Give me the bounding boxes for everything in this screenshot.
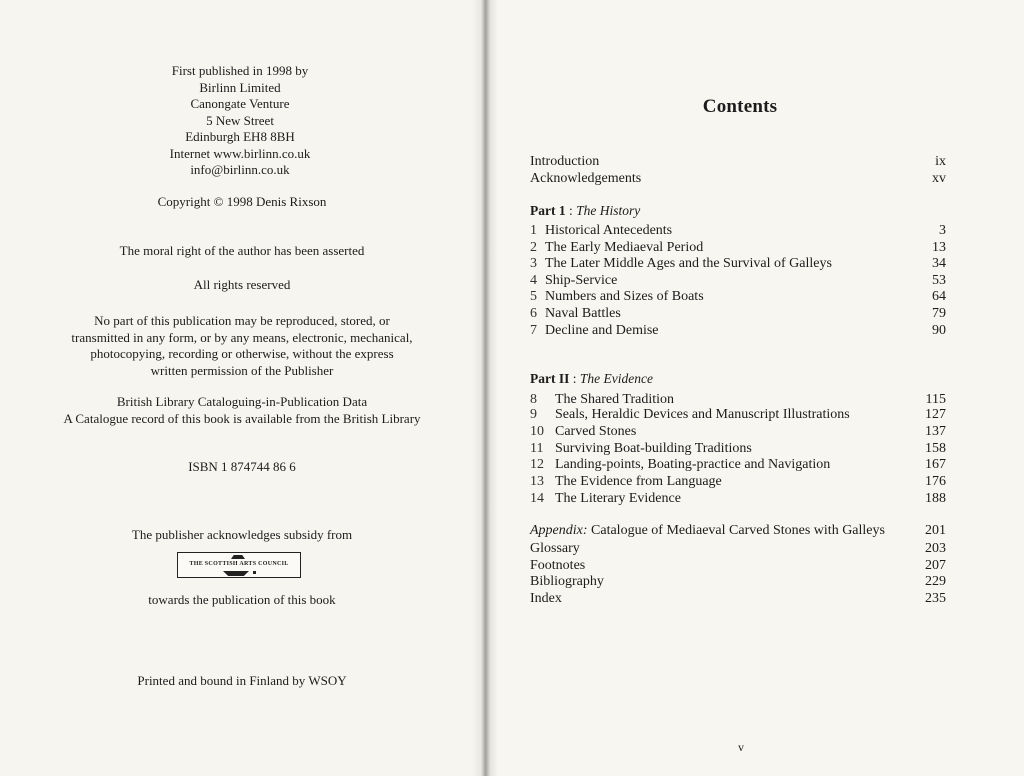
toc-page: 203 xyxy=(925,541,946,556)
chapter-number: 2 xyxy=(530,240,537,255)
toc-entry-index xyxy=(530,590,946,607)
publisher-line: First published in 1998 by xyxy=(171,63,309,78)
toc-chapter xyxy=(530,322,946,339)
part-subtitle: The History xyxy=(576,203,641,218)
toc-chapter xyxy=(530,272,946,289)
toc-page: xv xyxy=(932,171,946,186)
toc-page: 3 xyxy=(939,223,946,238)
towards-line: towards the publication of this book xyxy=(148,592,336,607)
page-number: v xyxy=(738,740,744,754)
chapter-number: 1 xyxy=(530,223,537,238)
toc-page: 127 xyxy=(925,407,946,422)
toc-page: 201 xyxy=(925,523,946,538)
chapter-number: 5 xyxy=(530,289,537,304)
part-label: Part II xyxy=(530,371,570,386)
appendix-title: Catalogue of Mediaeval Carved Stones with Galleys xyxy=(591,523,885,538)
toc-page: 90 xyxy=(932,323,946,338)
toc-chapter xyxy=(530,305,946,322)
toc-chapter xyxy=(530,490,946,507)
publisher-line: Edinburgh EH8 8BH xyxy=(185,129,295,144)
toc-page: 167 xyxy=(925,457,946,472)
toc-title: The Shared Tradition xyxy=(555,392,674,407)
logo-text: THE SCOTTISH ARTS COUNCIL xyxy=(189,561,289,567)
chapter-number: 10 xyxy=(530,424,544,439)
part-label: Part 1 xyxy=(530,203,566,218)
cip-line: British Library Cataloguing-in-Publication Data xyxy=(116,394,368,409)
toc-title: Introduction xyxy=(530,154,600,169)
toc-title: Bibliography xyxy=(530,574,604,589)
toc-chapter xyxy=(530,473,946,490)
publisher-line: Birlinn Limited xyxy=(199,79,281,95)
toc-page: 207 xyxy=(925,558,946,573)
publisher-block xyxy=(0,63,482,179)
moral-right-line: The moral right of the author has been asserted xyxy=(119,243,365,258)
toc-page: 188 xyxy=(925,491,946,506)
part-2-heading: Part II : The Evidence xyxy=(530,371,653,386)
toc-page: 235 xyxy=(925,591,946,606)
chapter-number: 14 xyxy=(530,491,544,506)
toc-title: Naval Battles xyxy=(545,306,621,321)
toc-page: 229 xyxy=(925,574,946,589)
logo-mark-dot xyxy=(253,571,256,574)
toc-title: Landing-points, Boating-practice and Navigation xyxy=(555,457,831,472)
toc-page: 64 xyxy=(932,289,946,304)
toc-entry-acknowledgements xyxy=(530,170,946,187)
toc-chapter xyxy=(530,222,946,239)
toc-chapter xyxy=(530,239,946,256)
chapter-number: 3 xyxy=(530,256,537,271)
toc-title: Seals, Heraldic Devices and Manuscript Illustrations xyxy=(555,407,850,422)
toc-title: Carved Stones xyxy=(555,424,637,439)
notice-line: photocopying, recording or otherwise, without the express xyxy=(90,346,394,361)
part-1-heading: Part 1 : The History xyxy=(530,203,641,218)
isbn-line: ISBN 1 874744 86 6 xyxy=(188,459,296,474)
appendix-label: Appendix: xyxy=(530,523,588,538)
toc-page: 53 xyxy=(932,273,946,288)
publisher-line: Canongate Venture xyxy=(190,96,290,111)
toc-page: 13 xyxy=(932,240,946,255)
chapter-number: 7 xyxy=(530,323,537,338)
toc-page: 158 xyxy=(925,441,946,456)
chapter-number: 13 xyxy=(530,474,544,489)
toc-page: 115 xyxy=(925,392,946,407)
toc-title xyxy=(530,522,885,539)
chapter-number: 6 xyxy=(530,306,537,321)
chapter-number: 8 xyxy=(530,392,537,407)
toc-title: Numbers and Sizes of Boats xyxy=(545,289,704,304)
toc-page: 79 xyxy=(932,306,946,321)
toc-title: The Later Middle Ages and the Survival of Galleys xyxy=(545,256,832,271)
publisher-line: Internet www.birlinn.co.uk xyxy=(169,145,311,161)
scottish-arts-council-logo xyxy=(177,552,301,578)
toc-entry-glossary xyxy=(530,540,946,557)
printed-line: Printed and bound in Finland by WSOY xyxy=(137,673,347,688)
toc-entry-introduction xyxy=(530,153,946,170)
toc-chapter xyxy=(530,423,946,440)
toc-title: Ship-Service xyxy=(545,273,618,288)
chapter-number: 11 xyxy=(530,441,544,456)
toc-title: Glossary xyxy=(530,541,580,556)
chapter-number: 12 xyxy=(530,457,544,472)
notice-line: transmitted in any form, or by any means, electronic, mechanical, xyxy=(71,329,413,345)
contents-title: Contents xyxy=(702,96,778,117)
toc-title: Footnotes xyxy=(530,558,586,573)
logo-mark-top xyxy=(231,555,245,559)
copyright-line: Copyright © 1998 Denis Rixson xyxy=(157,194,327,209)
toc-page: 34 xyxy=(932,256,946,271)
toc-title: Historical Antecedents xyxy=(545,223,673,238)
notice-line: No part of this publication may be reproduced, stored, or xyxy=(94,313,390,328)
chapter-number: 4 xyxy=(530,273,537,288)
toc-page: 176 xyxy=(925,474,946,489)
chapter-number: 9 xyxy=(530,407,537,422)
subsidy-line: The publisher acknowledges subsidy from xyxy=(131,527,353,542)
toc-title: Surviving Boat-building Traditions xyxy=(555,441,752,456)
part-subtitle: The Evidence xyxy=(579,371,653,386)
toc-chapter xyxy=(530,440,946,457)
toc-chapter xyxy=(530,456,946,473)
toc-page: 137 xyxy=(925,424,946,439)
toc-title: Decline and Demise xyxy=(545,323,659,338)
toc-title: Index xyxy=(530,591,562,606)
toc-page: ix xyxy=(935,154,946,169)
logo-mark-bottom xyxy=(223,571,249,576)
toc-entry-appendix xyxy=(530,522,946,539)
notice-line: written permission of the Publisher xyxy=(150,362,334,378)
publisher-line: 5 New Street xyxy=(206,112,274,128)
toc-chapter xyxy=(530,288,946,305)
reproduction-notice xyxy=(0,313,484,379)
toc-title: The Literary Evidence xyxy=(555,491,681,506)
toc-entry-bibliography xyxy=(530,573,946,590)
publisher-line: info@birlinn.co.uk xyxy=(190,162,290,177)
all-rights-line: All rights reserved xyxy=(193,277,291,292)
toc-entry-footnotes xyxy=(530,557,946,574)
toc-chapter xyxy=(530,255,946,272)
toc-title: The Evidence from Language xyxy=(555,474,722,489)
toc-chapter xyxy=(530,406,946,423)
toc-title: Acknowledgements xyxy=(530,171,642,186)
cip-data xyxy=(0,394,484,427)
toc-title: The Early Mediaeval Period xyxy=(545,240,704,255)
cip-line: A Catalogue record of this book is available from the British Library xyxy=(63,410,421,426)
